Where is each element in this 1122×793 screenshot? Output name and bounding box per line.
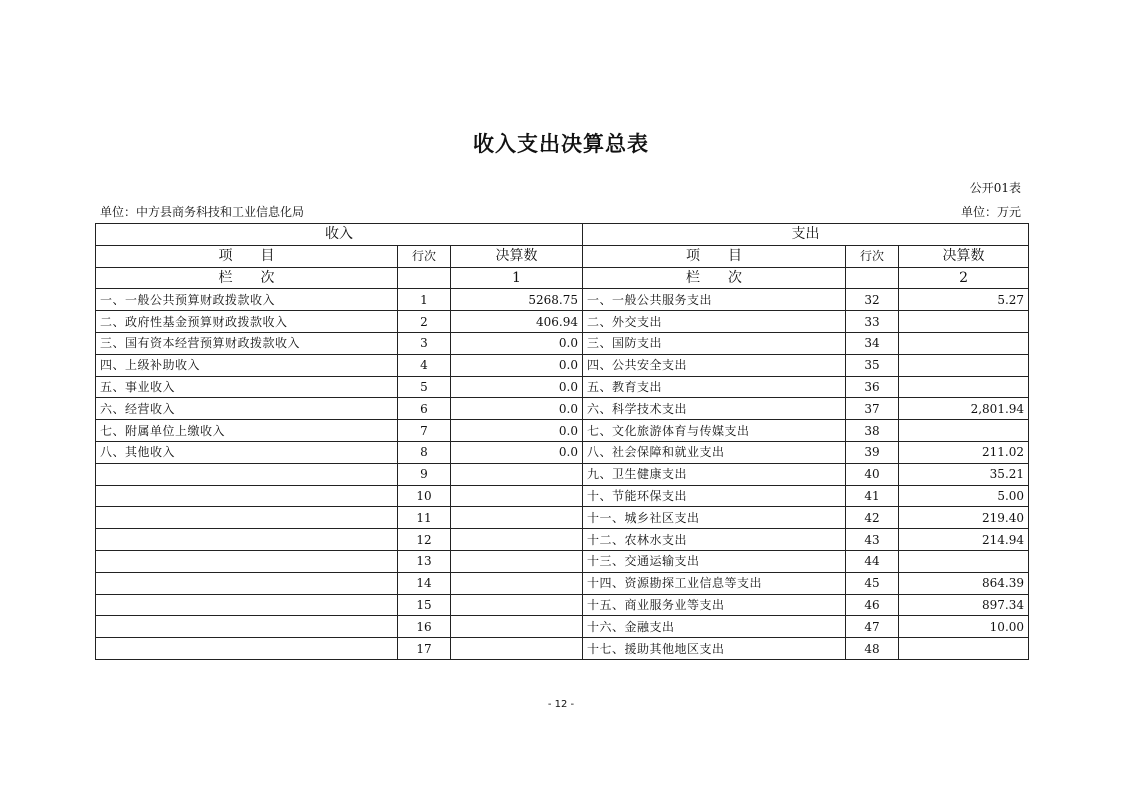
table-row	[96, 616, 1029, 638]
expense-column-index: 2	[899, 267, 1029, 289]
income-amount-cell: 0.0	[451, 441, 583, 463]
expense-line-cell: 33	[846, 311, 899, 333]
expense-line-cell: 47	[846, 616, 899, 638]
expense-line-cell: 41	[846, 485, 899, 507]
income-item-cell	[96, 463, 398, 485]
income-amount-cell: 0.0	[451, 376, 583, 398]
expense-amount-cell: 219.40	[899, 507, 1029, 529]
income-item-cell: 一、一般公共预算财政拨款收入	[96, 289, 398, 311]
expense-line-cell: 34	[846, 332, 899, 354]
expense-line-cell: 39	[846, 441, 899, 463]
income-amount-cell	[451, 529, 583, 551]
income-amount-cell	[451, 485, 583, 507]
income-line-cell: 6	[398, 398, 451, 420]
income-amount-cell: 0.0	[451, 332, 583, 354]
table-row	[96, 332, 1029, 354]
expense-item-cell: 十一、城乡社区支出	[583, 507, 846, 529]
table-row	[96, 420, 1029, 442]
income-item-cell: 六、经营收入	[96, 398, 398, 420]
income-item-cell	[96, 616, 398, 638]
table-row	[96, 485, 1029, 507]
table-row	[96, 398, 1029, 420]
income-amount-cell	[451, 638, 583, 660]
expense-item-cell: 十六、金融支出	[583, 616, 846, 638]
expense-line-header: 行次	[846, 245, 899, 267]
expense-amount-cell	[899, 332, 1029, 354]
expense-item-cell: 二、外交支出	[583, 311, 846, 333]
expense-header: 支出	[583, 224, 1029, 246]
income-amount-cell: 5268.75	[451, 289, 583, 311]
section-header-row	[96, 224, 1029, 246]
expense-item-cell: 十三、交通运输支出	[583, 550, 846, 572]
income-amount-cell: 0.0	[451, 354, 583, 376]
income-line-cell: 1	[398, 289, 451, 311]
income-item-cell: 二、政府性基金预算财政拨款收入	[96, 311, 398, 333]
income-item-cell	[96, 550, 398, 572]
expense-item-header: 项 目	[583, 245, 846, 267]
expense-line-cell: 43	[846, 529, 899, 551]
income-line-cell: 14	[398, 572, 451, 594]
expense-line-cell: 44	[846, 550, 899, 572]
expense-line-cell: 36	[846, 376, 899, 398]
table-row	[96, 463, 1029, 485]
income-line-cell: 7	[398, 420, 451, 442]
expense-amount-cell	[899, 550, 1029, 572]
expense-item-cell: 九、卫生健康支出	[583, 463, 846, 485]
income-amount-cell	[451, 616, 583, 638]
income-item-cell	[96, 572, 398, 594]
table-row	[96, 529, 1029, 551]
expense-amount-cell	[899, 354, 1029, 376]
expense-line-cell: 35	[846, 354, 899, 376]
income-item-cell: 三、国有资本经营预算财政拨款收入	[96, 332, 398, 354]
income-amount-cell: 0.0	[451, 398, 583, 420]
reporting-unit: 单位：中方县商务科技和工业信息化局	[100, 205, 305, 219]
expense-amount-cell: 10.00	[899, 616, 1029, 638]
expense-item-cell: 一、一般公共服务支出	[583, 289, 846, 311]
expense-amount-cell	[899, 376, 1029, 398]
expense-amount-cell: 214.94	[899, 529, 1029, 551]
expense-line-index	[846, 267, 899, 289]
expense-item-cell: 十五、商业服务业等支出	[583, 594, 846, 616]
income-line-cell: 13	[398, 550, 451, 572]
income-amount-header: 决算数	[451, 245, 583, 267]
income-column-index: 1	[451, 267, 583, 289]
income-item-cell	[96, 529, 398, 551]
expense-item-cell: 十七、援助其他地区支出	[583, 638, 846, 660]
income-line-cell: 8	[398, 441, 451, 463]
column-header-row	[96, 245, 1029, 267]
expense-line-cell: 45	[846, 572, 899, 594]
income-line-cell: 15	[398, 594, 451, 616]
income-item-header: 项 目	[96, 245, 398, 267]
income-column-label: 栏 次	[96, 267, 398, 289]
expense-line-cell: 48	[846, 638, 899, 660]
form-number: 公开01表	[969, 181, 1021, 195]
page-title: 收入支出决算总表	[473, 132, 649, 156]
income-line-cell: 9	[398, 463, 451, 485]
expense-amount-cell: 864.39	[899, 572, 1029, 594]
expense-item-cell: 三、国防支出	[583, 332, 846, 354]
page-number: - 12 -	[547, 699, 575, 710]
table-row	[96, 550, 1029, 572]
currency-unit: 单位：万元	[960, 205, 1021, 219]
column-index-row	[96, 267, 1029, 289]
table-row	[96, 572, 1029, 594]
table-row	[96, 354, 1029, 376]
income-item-cell	[96, 485, 398, 507]
expense-line-cell: 40	[846, 463, 899, 485]
income-line-cell: 11	[398, 507, 451, 529]
income-item-cell: 七、附属单位上缴收入	[96, 420, 398, 442]
expense-amount-cell	[899, 638, 1029, 660]
income-item-cell	[96, 638, 398, 660]
income-line-cell: 17	[398, 638, 451, 660]
expense-item-cell: 十四、资源勘探工业信息等支出	[583, 572, 846, 594]
income-line-cell: 16	[398, 616, 451, 638]
expense-item-cell: 五、教育支出	[583, 376, 846, 398]
income-line-cell: 5	[398, 376, 451, 398]
table-row	[96, 289, 1029, 311]
expense-amount-cell: 2,801.94	[899, 398, 1029, 420]
expense-item-cell: 四、公共安全支出	[583, 354, 846, 376]
expense-amount-cell	[899, 311, 1029, 333]
income-amount-cell: 0.0	[451, 420, 583, 442]
income-item-cell: 五、事业收入	[96, 376, 398, 398]
expense-item-cell: 七、文化旅游体育与传媒支出	[583, 420, 846, 442]
expense-amount-cell: 897.34	[899, 594, 1029, 616]
income-amount-cell	[451, 550, 583, 572]
expense-line-cell: 42	[846, 507, 899, 529]
expense-line-cell: 46	[846, 594, 899, 616]
income-item-cell: 四、上级补助收入	[96, 354, 398, 376]
income-item-cell: 八、其他收入	[96, 441, 398, 463]
expense-amount-header: 决算数	[899, 245, 1029, 267]
table-row	[96, 507, 1029, 529]
income-amount-cell: 406.94	[451, 311, 583, 333]
expense-amount-cell: 35.21	[899, 463, 1029, 485]
income-line-cell: 2	[398, 311, 451, 333]
table-row	[96, 311, 1029, 333]
income-amount-cell	[451, 507, 583, 529]
table-row	[96, 638, 1029, 660]
expense-line-cell: 37	[846, 398, 899, 420]
income-item-cell	[96, 594, 398, 616]
income-line-index	[398, 267, 451, 289]
table-row	[96, 376, 1029, 398]
expense-amount-cell	[899, 420, 1029, 442]
income-line-cell: 12	[398, 529, 451, 551]
income-line-cell: 4	[398, 354, 451, 376]
table-row	[96, 594, 1029, 616]
income-line-header: 行次	[398, 245, 451, 267]
income-header: 收入	[96, 224, 583, 246]
income-expense-table	[95, 223, 1029, 660]
expense-item-cell: 十、节能环保支出	[583, 485, 846, 507]
expense-column-label: 栏 次	[583, 267, 846, 289]
income-line-cell: 10	[398, 485, 451, 507]
expense-line-cell: 38	[846, 420, 899, 442]
income-item-cell	[96, 507, 398, 529]
expense-amount-cell: 5.00	[899, 485, 1029, 507]
expense-amount-cell: 5.27	[899, 289, 1029, 311]
expense-item-cell: 八、社会保障和就业支出	[583, 441, 846, 463]
expense-amount-cell: 211.02	[899, 441, 1029, 463]
income-amount-cell	[451, 463, 583, 485]
expense-line-cell: 32	[846, 289, 899, 311]
table-row	[96, 441, 1029, 463]
income-amount-cell	[451, 594, 583, 616]
income-amount-cell	[451, 572, 583, 594]
expense-item-cell: 十二、农林水支出	[583, 529, 846, 551]
expense-item-cell: 六、科学技术支出	[583, 398, 846, 420]
income-line-cell: 3	[398, 332, 451, 354]
